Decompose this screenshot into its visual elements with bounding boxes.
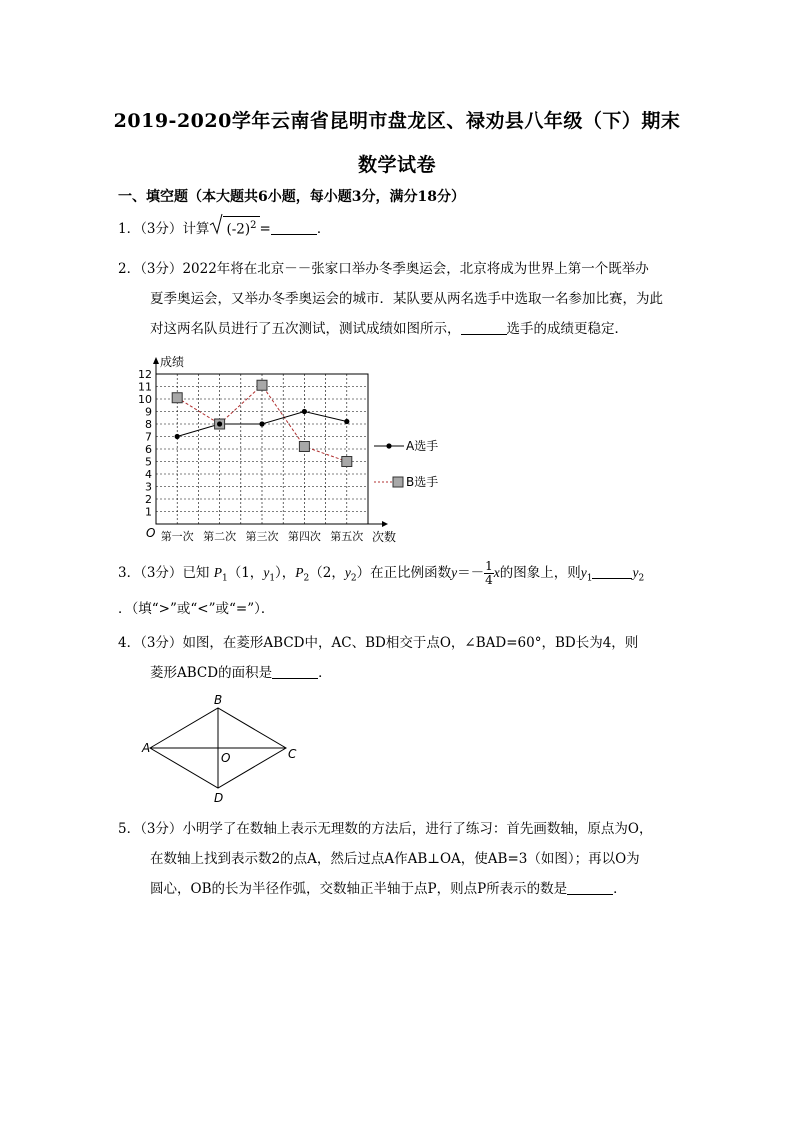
series-b-point [299, 442, 309, 452]
q1-exponent: 2 [250, 219, 257, 231]
y-tick-label: 4 [145, 468, 152, 481]
q4-line2-end: ． [318, 665, 332, 681]
question-4 [118, 628, 684, 688]
x-axis-label: 次数 [372, 530, 397, 544]
y-tick-label: 10 [138, 393, 152, 406]
q4-line1: 如图，在菱形ABCD中，AC、BD相交于点O，∠BAD=60°，BD长为4，则 [182, 635, 639, 651]
q3-score: （3分） [140, 565, 183, 581]
q5-number: 5． [118, 821, 141, 837]
q4-score: （3分） [140, 635, 183, 651]
q2-number: 2． [118, 261, 141, 277]
legend-a-label: A选手 [406, 439, 439, 453]
series-b-point [172, 393, 182, 403]
q5-line3-end: ． [613, 881, 627, 897]
q3-p2-sub: 2 [303, 573, 310, 584]
q3-fn-eq: ＝－ [457, 565, 485, 581]
y-tick-label: 8 [145, 418, 152, 431]
label-a: A [142, 741, 151, 755]
y-tick-label: 12 [138, 368, 152, 381]
x-tick-label: 第二次 [203, 530, 237, 543]
label-o: O [221, 751, 231, 765]
y-tick-label: 6 [145, 443, 152, 456]
section-heading: 一、填空题（本大题共6小题，每小题3分，满分18分） [118, 189, 465, 205]
q3-r-y2-sub: 2 [638, 573, 645, 584]
series-a-point [302, 409, 307, 414]
q5-line1: 小明学了在数轴上表示无理数的方法后，进行了练习：首先画数轴，原点为O， [182, 821, 653, 837]
q3-fraction [484, 560, 494, 587]
q3-p2-coord-end: ）在正比例函数 [356, 565, 452, 581]
question-2 [118, 254, 684, 344]
q2-line3: 对这两名队员进行了五次测试，测试成绩如图所示， [150, 321, 461, 337]
q3-fn-y: y [451, 565, 458, 580]
q5-score: （3分） [140, 821, 183, 837]
q4-number: 4． [118, 635, 141, 651]
q3-text: 已知 [182, 565, 210, 581]
q1-radicand: (-2) [226, 221, 251, 237]
q3-y1-sub: 1 [269, 573, 276, 584]
label-d: D [214, 791, 224, 805]
y-tick-label: 11 [138, 380, 152, 394]
q3-text-b: 的图象上，则 [499, 565, 581, 581]
doc-title-line1: 2019-2020学年云南省昆明市盘龙区、禄劝县八年级（下）期末 [113, 110, 681, 132]
q3-frac-num: 1 [485, 559, 493, 573]
q2-line2: 夏季奥运会，又举办冬季奥运会的城市．某队要从两名选手中选取一名参加比赛，为此 [150, 291, 663, 307]
q1-sqrt [209, 214, 259, 244]
q1-equals: = [259, 221, 271, 237]
q3-frac-den: 4 [485, 573, 493, 587]
y-tick-label: 1 [145, 505, 152, 519]
x-axis-arrow-icon [382, 521, 388, 527]
y-axis-label: 成绩 [160, 355, 185, 369]
y-axis-arrow-icon [153, 357, 159, 364]
x-tick-label: 第四次 [287, 530, 321, 543]
q1-answer-blank[interactable] [271, 220, 317, 235]
y-tick-label: 5 [145, 455, 152, 469]
q3-line2: ．（填“>”或“<”或“=”）． [118, 600, 275, 617]
question-5 [118, 814, 684, 904]
q1-end: ． [316, 221, 331, 237]
q1-text: 计算 [182, 221, 210, 237]
q3-p1-coord: （1， [227, 565, 264, 581]
q4-answer-blank[interactable] [272, 664, 318, 679]
radical-sign-icon [209, 213, 223, 235]
y-tick-label: 2 [145, 493, 152, 506]
q2-score: （3分） [140, 261, 183, 277]
q3-r-y2: y [632, 565, 639, 580]
q5-line2: 在数轴上找到表示数2的点A，然后过点A作AB⊥OA，使AB=3（如图）；再以O为 [150, 851, 640, 867]
q3-y2-sub: 2 [350, 573, 357, 584]
label-b: B [214, 693, 223, 707]
q3-number: 3． [118, 565, 141, 581]
y-tick-label: 3 [145, 480, 152, 494]
question-1 [118, 214, 684, 244]
series-b-point [257, 380, 267, 390]
series-a-point [344, 419, 349, 424]
y-tick-label: 7 [145, 430, 152, 444]
q3-p1: P [213, 565, 222, 580]
q3-r-y1-sub: 1 [586, 573, 593, 584]
x-tick-label: 第三次 [245, 530, 279, 543]
q4-line2: 菱形ABCD的面积是 [150, 665, 273, 681]
q3-p2: P [295, 565, 304, 580]
q5-answer-blank[interactable] [567, 880, 613, 895]
x-tick-label: 第一次 [160, 530, 194, 543]
series-b-point [342, 457, 352, 467]
q3-y2: y [344, 565, 351, 580]
q2-line1: 2022年将在北京－－张家口举办冬季奥运会，北京将成为世界上第一个既举办 [182, 261, 649, 277]
legend-b-label: B选手 [406, 475, 439, 489]
x-tick-label: 第五次 [330, 530, 364, 543]
q3-answer-blank[interactable] [592, 564, 632, 579]
question-3 [118, 558, 684, 624]
legend-b-marker [393, 477, 403, 487]
y-tick-label: 9 [145, 405, 152, 419]
rhombus-diagram [136, 692, 306, 807]
doc-title-line2: 数学试卷 [357, 154, 436, 176]
q3-fn-x: x [493, 565, 500, 580]
q5-line3: 圆心，OB的长为半径作弧，交数轴正半轴于点P，则点P所表示的数是 [150, 881, 568, 897]
score-line-chart [138, 352, 458, 550]
q3-y1: y [263, 565, 270, 580]
q3-p1-sub: 1 [221, 573, 228, 584]
q3-p2-coord: （2， [309, 565, 345, 581]
q3-p1-coord-end: ）， [275, 565, 296, 581]
origin-label: O [146, 526, 156, 540]
q3-r-y1: y [580, 565, 587, 580]
label-c: C [288, 747, 297, 761]
q2-line3-end: 选手的成绩更稳定． [506, 321, 628, 337]
q2-answer-blank[interactable] [461, 320, 507, 335]
q1-score: （3分） [140, 221, 183, 237]
q1-number: 1． [118, 221, 141, 237]
series-a-point [259, 421, 264, 426]
legend-a-marker [386, 443, 391, 448]
series-a-point [217, 421, 222, 426]
series-a-point [175, 434, 180, 439]
